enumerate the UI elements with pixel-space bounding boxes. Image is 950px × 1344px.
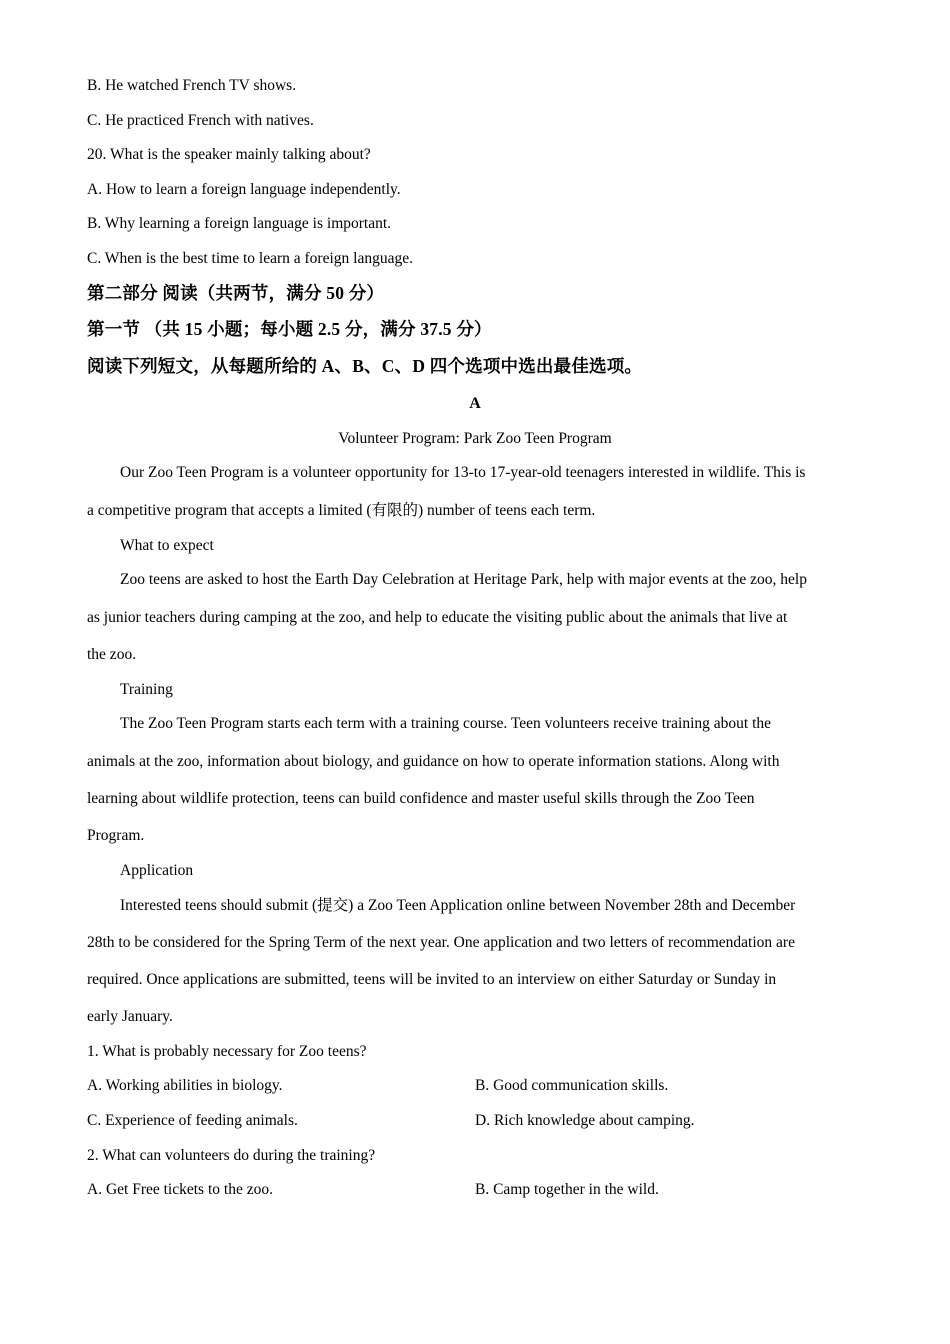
paragraph-4-line-3: required. Once applications are submitted, teens will be invited to an interview on either Saturday or Sunday in [87, 971, 777, 988]
q20-option-a: A. How to learn a foreign language independently. [87, 181, 401, 198]
paragraph-2-line-3: the zoo. [87, 646, 137, 663]
question-1-stem: 1. What is probably necessary for Zoo teens? [87, 1043, 367, 1060]
heading-training: Training [120, 681, 173, 698]
paragraph-2-line-2: as junior teachers during camping at the zoo, and help to educate the visiting public about the animals that live at [87, 609, 788, 626]
q20-option-b: B. Why learning a foreign language is important. [87, 215, 392, 232]
q20-option-c: C. When is the best time to learn a foreign language. [87, 250, 413, 267]
paragraph-4-line-4: early January. [87, 1008, 173, 1025]
q20-question: 20. What is the speaker mainly talking about? [87, 146, 371, 163]
q19-option-c: C. He practiced French with natives. [87, 112, 314, 129]
paragraph-2-line-1: Zoo teens are asked to host the Earth Day Celebration at Heritage Park, help with major events at the zoo, help [120, 571, 807, 588]
question-1-option-c: C. Experience of feeding animals. [87, 1112, 298, 1129]
passage-letter: A [469, 395, 481, 412]
paragraph-3-line-2: animals at the zoo, information about biology, and guidance on how to operate information stations. Along with [87, 753, 780, 770]
question-1-option-a: A. Working abilities in biology. [87, 1077, 283, 1094]
paragraph-3-line-3: learning about wildlife protection, teens can build confidence and master useful skills through the Zoo Teen [87, 790, 755, 807]
paragraph-4-line-2: 28th to be considered for the Spring Term of the next year. One application and two letters of recommendation are [87, 934, 795, 951]
q19-option-b: B. He watched French TV shows. [87, 77, 297, 94]
paragraph-4-line-1: Interested teens should submit (提交) a Zoo Teen Application online between November 28th and December [120, 897, 796, 914]
part-two-header: 第二部分 阅读（共两节，满分 50 分） [87, 283, 385, 303]
paragraph-3-line-1: The Zoo Teen Program starts each term with a training course. Teen volunteers receive training about the [120, 715, 772, 732]
question-1-option-b: B. Good communication skills. [475, 1077, 669, 1094]
paragraph-1-line-2: a competitive program that accepts a limited (有限的) number of teens each term. [87, 502, 596, 519]
question-1-option-d: D. Rich knowledge about camping. [475, 1112, 695, 1129]
heading-what-to-expect: What to expect [120, 537, 214, 554]
passage-title: Volunteer Program: Park Zoo Teen Program [338, 430, 612, 447]
section-one-header: 第一节 （共 15 小题；每小题 2.5 分，满分 37.5 分） [87, 319, 492, 339]
heading-application: Application [120, 862, 194, 879]
reading-instruction: 阅读下列短文，从每题所给的 A、B、C、D 四个选项中选出最佳选项。 [87, 356, 643, 376]
paragraph-3-line-4: Program. [87, 827, 145, 844]
question-2-stem: 2. What can volunteers do during the training? [87, 1147, 376, 1164]
question-2-option-b: B. Camp together in the wild. [475, 1181, 659, 1198]
question-2-option-a: A. Get Free tickets to the zoo. [87, 1181, 273, 1198]
paragraph-1-line-1: Our Zoo Teen Program is a volunteer opportunity for 13-to 17-year-old teenagers interested in wildlife. This is [120, 464, 806, 481]
